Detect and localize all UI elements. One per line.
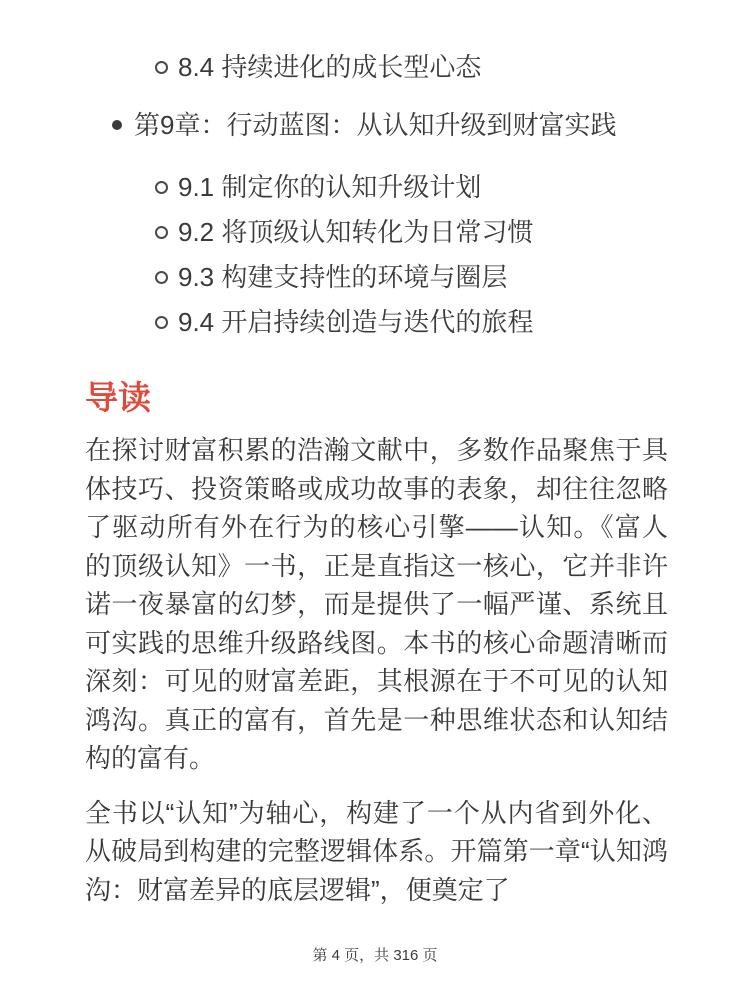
- paragraph: 全书以“认知”为轴心，构建了一个从内省到外化、从破局到构建的完整逻辑体系。开篇第一章“认知鸿沟：财富差异的底层逻辑”，便奠定了: [85, 797, 668, 905]
- table-of-contents: [0, 0, 750, 340]
- circle-bullet-icon: [155, 61, 168, 74]
- paragraph: 在探讨财富积累的浩瀚文献中，多数作品聚焦于具体技巧、投资策略或成功故事的表象，却往往忽略了驱动所有外在行为的核心引擎——认知。《富人的顶级认知》一书，正是直指这一核心，它并非许诺一夜暴富的幻梦，而是提供了一幅严谨、系统且可实践的思维升级路线图。本书的核心命题清晰而深刻：可见的财富差距，其根源在于不可见的认知鸿沟。真正的富有，首先是一种思维状态和认知结构的富有。: [85, 435, 668, 773]
- toc-item-label: 9.4 开启持续创造与迭代的旅程: [178, 307, 534, 337]
- toc-item-9-4: [0, 304, 750, 340]
- disc-bullet-icon: [112, 120, 122, 130]
- toc-item-9-2: [0, 214, 750, 250]
- circle-bullet-icon: [155, 181, 168, 194]
- toc-item-label: 9.3 构建支持性的环境与圈层: [178, 262, 508, 292]
- toc-item-9-3: [0, 259, 750, 295]
- toc-item-label: 9.1 制定你的认知升级计划: [178, 172, 482, 202]
- toc-item-label: 第9章：行动蓝图：从认知升级到财富实践: [134, 110, 617, 140]
- toc-item-8-4: [0, 49, 750, 85]
- reading-guide-section: [0, 378, 750, 909]
- toc-item-chapter-9: [0, 107, 750, 143]
- toc-item-9-1: [0, 169, 750, 205]
- circle-bullet-icon: [155, 226, 168, 239]
- circle-bullet-icon: [155, 271, 168, 284]
- circle-bullet-icon: [155, 316, 168, 329]
- toc-item-label: 9.2 将顶级认知转化为日常习惯: [178, 217, 534, 247]
- page-number-indicator: 第 4 页，共 316 页: [312, 947, 438, 964]
- toc-item-label: 8.4 持续进化的成长型心态: [178, 52, 482, 82]
- section-heading: 导读: [85, 379, 151, 416]
